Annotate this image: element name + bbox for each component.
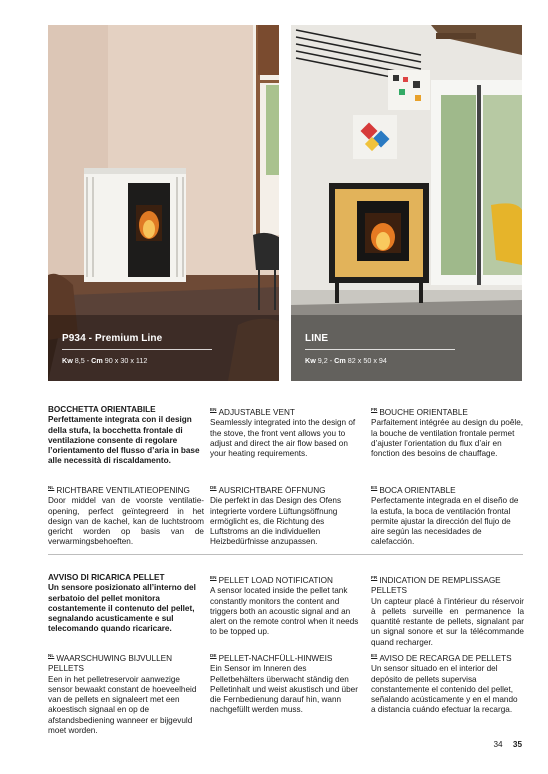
lang-code: NL — [48, 653, 55, 658]
section-divider — [48, 554, 523, 555]
section2-fr — [371, 573, 524, 648]
page-numbers — [486, 740, 523, 749]
section-text: Seamlessly integrated into the design of the stove, the front vent allows you to adjust and direct the air flow based on your heating requirements. — [210, 418, 356, 459]
room-illustration — [48, 25, 279, 381]
section-text: Perfettamente integrata con il design della stufa, la bocchetta frontale di ventilazione consente di regolare l’orientamento del flusso d’aria in base alle necessità di riscaldamento. — [48, 415, 200, 466]
section1-de — [210, 483, 362, 548]
product-photo-p934 — [48, 25, 279, 381]
section-title: BOCA ORIENTABLE — [379, 486, 456, 495]
page-number-right: 35 — [512, 740, 522, 749]
lang-code: ES — [371, 485, 378, 490]
section-text: Die perfekt in das Design des Ofens integrierte vordere Lüftungsöffnung ermöglicht es, die Richtung des Luftstroms an die individuellen Heizbedürfnisse anzupassen. — [210, 496, 342, 547]
section-title: RICHTBARE VENTILATIEOPENING — [56, 486, 190, 495]
section1-es — [371, 483, 524, 548]
lang-code: DE — [210, 653, 217, 658]
section-text: Parfaitement intégrée au design du poêle, la bouche de ventilation frontale permet d’ajuster l’orientation du flux d’air en fonction des besoins de chauffage. — [371, 418, 524, 459]
section-title: INDICATION DE REMPLISSAGE PELLETS — [371, 576, 501, 596]
section-text: Een in het pelletreservoir aanwezige sensor bewaakt constant de hoeveelheid van de pellets en signaleert met een akoestisch signaal en op de afstandsbediening wanneer er bijgevuld moet worden. — [48, 674, 197, 736]
lang-code: FR — [371, 575, 378, 580]
product-photo-line — [291, 25, 522, 381]
room-illustration — [291, 25, 522, 381]
section-text: Un capteur placé à l’intérieur du réservoir à pellets surveille en permanence la quantité restante de pellets, signalant par un signal sonore et sur la télécommande quand recharger. — [371, 596, 524, 647]
section-text: Un sensore posizionato all’interno del serbatoio del pellet monitora costantemente il contenuto del pellet, segnalando acusticamente e sul telecomando quando ricaricare. — [48, 583, 196, 634]
section-text: Door middel van de voorste ventilatie-opening, perfect geïntegreerd in het design van de kachel, kan de luchtstroom gericht worden op basis van de verwarmingsbehoeften. — [48, 496, 204, 547]
section2-nl — [48, 651, 204, 736]
lang-code: DE — [210, 485, 217, 490]
kw-label: Kw — [62, 356, 73, 365]
section-title: AVISO DE RECARGA DE PELLETS — [379, 654, 512, 663]
section-text: Perfectamente integrada en el diseño de la estufa, la boca de ventilación frontal permite ajustar la dirección del flujo de aire según las necesidades de calefacción. — [371, 496, 519, 547]
section-title: ADJUSTABLE VENT — [218, 408, 295, 417]
section-title: WAARSCHUWING BIJVULLEN PELLETS — [48, 654, 173, 674]
photo-title-rule — [62, 349, 212, 350]
section2-it — [48, 573, 204, 635]
kw-value: 9,2 — [317, 356, 328, 365]
photo-title: P934 - Premium Line — [62, 333, 163, 344]
section1-fr — [371, 405, 524, 459]
section1-it — [48, 405, 204, 467]
section-text: Un sensor situado en el interior del depósito de pellets supervisa constantemente el contenido del pellet, señalando acústicamente y en el mando a distancia cuándo efectuar la recarga. — [371, 664, 518, 715]
kw-value: 8,5 — [74, 356, 85, 365]
cm-value: 82 x 50 x 94 — [347, 356, 387, 365]
section-title: BOUCHE ORIENTABLE — [379, 408, 468, 417]
lang-code: EN — [210, 407, 217, 412]
section-text: Ein Sensor im Inneren des Pelletbehälters überwacht ständig den Pelletinhalt und weist akustisch und über die Fernbedienung darauf hin, wann nachgefüllt werden muss. — [210, 664, 358, 715]
lang-code: FR — [371, 407, 378, 412]
section2-de — [210, 651, 362, 716]
lang-code: EN — [210, 575, 217, 580]
photo-title-rule — [305, 349, 455, 350]
cm-value: 90 x 30 x 112 — [104, 356, 148, 365]
photo-specs: Kw 8,5 - Cm 90 x 30 x 112 — [62, 356, 148, 365]
kw-label: Kw — [305, 356, 316, 365]
cm-label: Cm — [91, 356, 103, 365]
section2-en — [210, 573, 362, 638]
section-title: BOCCHETTA ORIENTABILE — [48, 405, 156, 414]
section1-nl — [48, 483, 204, 548]
section-title: PELLET LOAD NOTIFICATION — [218, 576, 333, 585]
section2-es — [371, 651, 524, 716]
section-title: AVVISO DI RICARICA PELLET — [48, 573, 165, 582]
photo-title: LINE — [305, 333, 329, 344]
section-title: AUSRICHTBARE ÖFFNUNG — [218, 486, 326, 495]
lang-code: ES — [371, 653, 378, 658]
section-title: PELLET-NACHFÜLL-HINWEIS — [218, 654, 333, 663]
section1-en — [210, 405, 362, 459]
page-number-left: 34 — [493, 740, 503, 749]
cm-label: Cm — [334, 356, 346, 365]
section-text: A sensor located inside the pellet tank constantly monitors the content and triggers both an acoustic signal and an alert on the remote control when it needs to be topped up. — [210, 586, 359, 637]
lang-code: NL — [48, 485, 55, 490]
photo-specs: Kw 9,2 - Cm 82 x 50 x 94 — [305, 356, 387, 365]
